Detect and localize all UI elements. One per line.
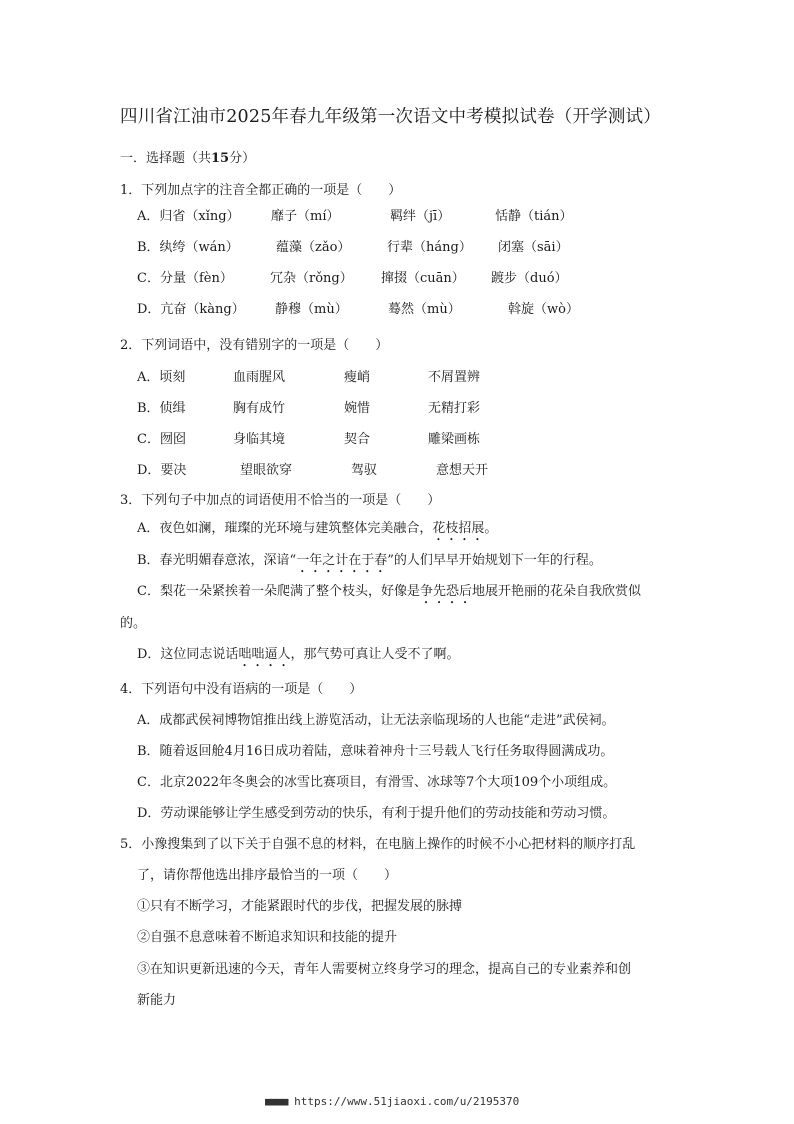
q2-option-b-2: 胸有成竹 bbox=[233, 401, 286, 416]
q2-option-a-1: A．顷刻 bbox=[137, 370, 186, 385]
page-title: 四川省江油市2025年春九年级第一次语文中考模拟试卷（开学测试） bbox=[120, 107, 661, 127]
question-5-stem-line1: 5．小豫搜集到了以下关于自强不息的材料，在电脑上操作的时候不小心把材料的顺序打乱 bbox=[120, 837, 636, 852]
footer-watermark bbox=[265, 1095, 519, 1108]
q1-option-d-1: D．亢奋（kàng） bbox=[137, 302, 245, 317]
q2-option-b-1: B．侦缉 bbox=[137, 401, 186, 416]
q2-option-d-4: 意想天开 bbox=[436, 463, 489, 478]
q1-option-b-3: 行辈（háng） bbox=[387, 240, 472, 255]
q3-option-d bbox=[137, 643, 459, 670]
q4-option-b: B．随着返回舱4月16日成功着陆，意味着神舟十三号载人飞行任务取得圆满成功。 bbox=[137, 744, 614, 759]
q3-d-end: ，那气势可真让人受不了啊。 bbox=[290, 647, 460, 662]
q2-option-d-2: 望眼欲穿 bbox=[240, 463, 293, 478]
q3-option-c-continued: 的。 bbox=[120, 616, 147, 631]
q3-d-emphasis: 咄咄逼人 bbox=[238, 647, 291, 662]
q3-a-text: A．夜色如澜，璀璨的光环境与建筑整体完美融合， bbox=[137, 521, 433, 536]
question-4-stem: 4．下列语句中没有语病的一项是（ ） bbox=[120, 682, 363, 697]
question-1-stem: 1．下列加点字的注音全都正确的一项是（ ） bbox=[120, 183, 402, 198]
q2-option-c-4: 雕梁画栋 bbox=[428, 432, 481, 447]
q4-option-a: A．成都武侯祠博物馆推出线上游览活动，让无法亲临现场的人也能“走进”武侯祠。 bbox=[137, 713, 615, 728]
q3-c-end: 地展开艳丽的花朵自我欣赏似 bbox=[471, 584, 641, 599]
q1-option-a-3: 羁绊（jī） bbox=[390, 209, 451, 224]
q2-option-a-2: 血雨腥风 bbox=[233, 370, 286, 385]
question-5-stem-line2: 了，请你帮他选出排序最恰当的一项（ ） bbox=[137, 868, 398, 883]
section-heading bbox=[120, 147, 255, 166]
footer-marks: ■■■■ bbox=[265, 1095, 288, 1108]
q2-option-b-3: 婉惜 bbox=[344, 401, 371, 416]
q3-a-end: 。 bbox=[484, 521, 498, 536]
q1-option-a-2: 靡子（mí） bbox=[271, 209, 340, 224]
q1-option-b-2: 蕴藻（zǎo） bbox=[276, 240, 351, 255]
q1-option-c-4: 踱步（duó） bbox=[491, 271, 568, 286]
q3-option-a bbox=[137, 517, 497, 544]
q3-d-text: D．这位同志说话 bbox=[137, 647, 239, 662]
q2-option-d-1: D．要决 bbox=[137, 463, 187, 478]
section-score: 15 bbox=[211, 151, 230, 166]
q3-b-emphasis: 一年之计在于春 bbox=[296, 553, 388, 568]
q2-option-d-3: 驾驭 bbox=[351, 463, 378, 478]
section-unit: 分） bbox=[229, 151, 256, 166]
q5-sentence-3-continued: 新能力 bbox=[137, 993, 177, 1008]
q3-b-text: B．春光明媚春意浓，深谙“ bbox=[137, 553, 297, 568]
q5-sentence-1: ①只有不断学习，才能紧跟时代的步伐，把握发展的脉搏 bbox=[137, 899, 463, 914]
q1-option-c-1: C．分量（fèn） bbox=[137, 271, 233, 286]
q2-option-b-4: 无精打彩 bbox=[428, 401, 481, 416]
q2-option-a-4: 不屑置辨 bbox=[428, 370, 481, 385]
q3-option-c bbox=[137, 580, 641, 607]
q2-option-c-1: C．囫囵 bbox=[137, 432, 186, 447]
question-3-stem: 3．下列句子中加点的词语使用不恰当的一项是（ ） bbox=[120, 493, 441, 508]
q2-option-c-3: 契合 bbox=[344, 432, 371, 447]
q3-b-end: ”的人们早早开始规划下一年的行程。 bbox=[387, 553, 602, 568]
q4-option-d: D．劳动课能够让学生感受到劳动的快乐，有利于提升他们的劳动技能和劳动习惯。 bbox=[137, 806, 616, 821]
q1-option-b-1: B．纨绔（wán） bbox=[137, 240, 239, 255]
section-label: 一．选择题（共 bbox=[120, 151, 212, 166]
q5-sentence-2: ②自强不息意味着不断追求知识和技能的提升 bbox=[137, 930, 398, 945]
footer-link[interactable]: https://www.51jiaoxi.com/u/2195370 bbox=[294, 1095, 520, 1108]
q3-a-emphasis: 花枝招展 bbox=[432, 521, 485, 536]
q1-option-d-2: 静穆（mù） bbox=[275, 302, 348, 317]
q5-sentence-3: ③在知识更新迅速的今天，青年人需要树立终身学习的理念，提高自己的专业素养和创 bbox=[137, 962, 632, 977]
q1-option-b-4: 闭塞（sāi） bbox=[498, 240, 569, 255]
question-2-stem: 2．下列词语中，没有错别字的一项是（ ） bbox=[120, 338, 389, 353]
q3-c-text: C．梨花一朵紧挨着一朵爬满了整个枝头，好像是 bbox=[137, 584, 420, 599]
q3-c-emphasis: 争先恐后 bbox=[419, 584, 472, 599]
q1-option-c-2: 冗杂（rǒng） bbox=[270, 271, 353, 286]
q3-option-b bbox=[137, 549, 602, 576]
q2-option-a-3: 瘦峭 bbox=[344, 370, 371, 385]
q1-option-d-3: 蓦然（mù） bbox=[388, 302, 461, 317]
q1-option-a-1: A．归省（xǐng） bbox=[137, 209, 240, 224]
q1-option-d-4: 斡旋（wò） bbox=[508, 302, 579, 317]
q4-option-c: C．北京2022年冬奥会的冰雪比赛项目，有滑雪、冰球等7个大项109个小项组成。 bbox=[137, 775, 617, 790]
q1-option-c-3: 撺掇（cuān） bbox=[381, 271, 465, 286]
q2-option-c-2: 身临其境 bbox=[233, 432, 286, 447]
q1-option-a-4: 恬静（tián） bbox=[495, 209, 573, 224]
